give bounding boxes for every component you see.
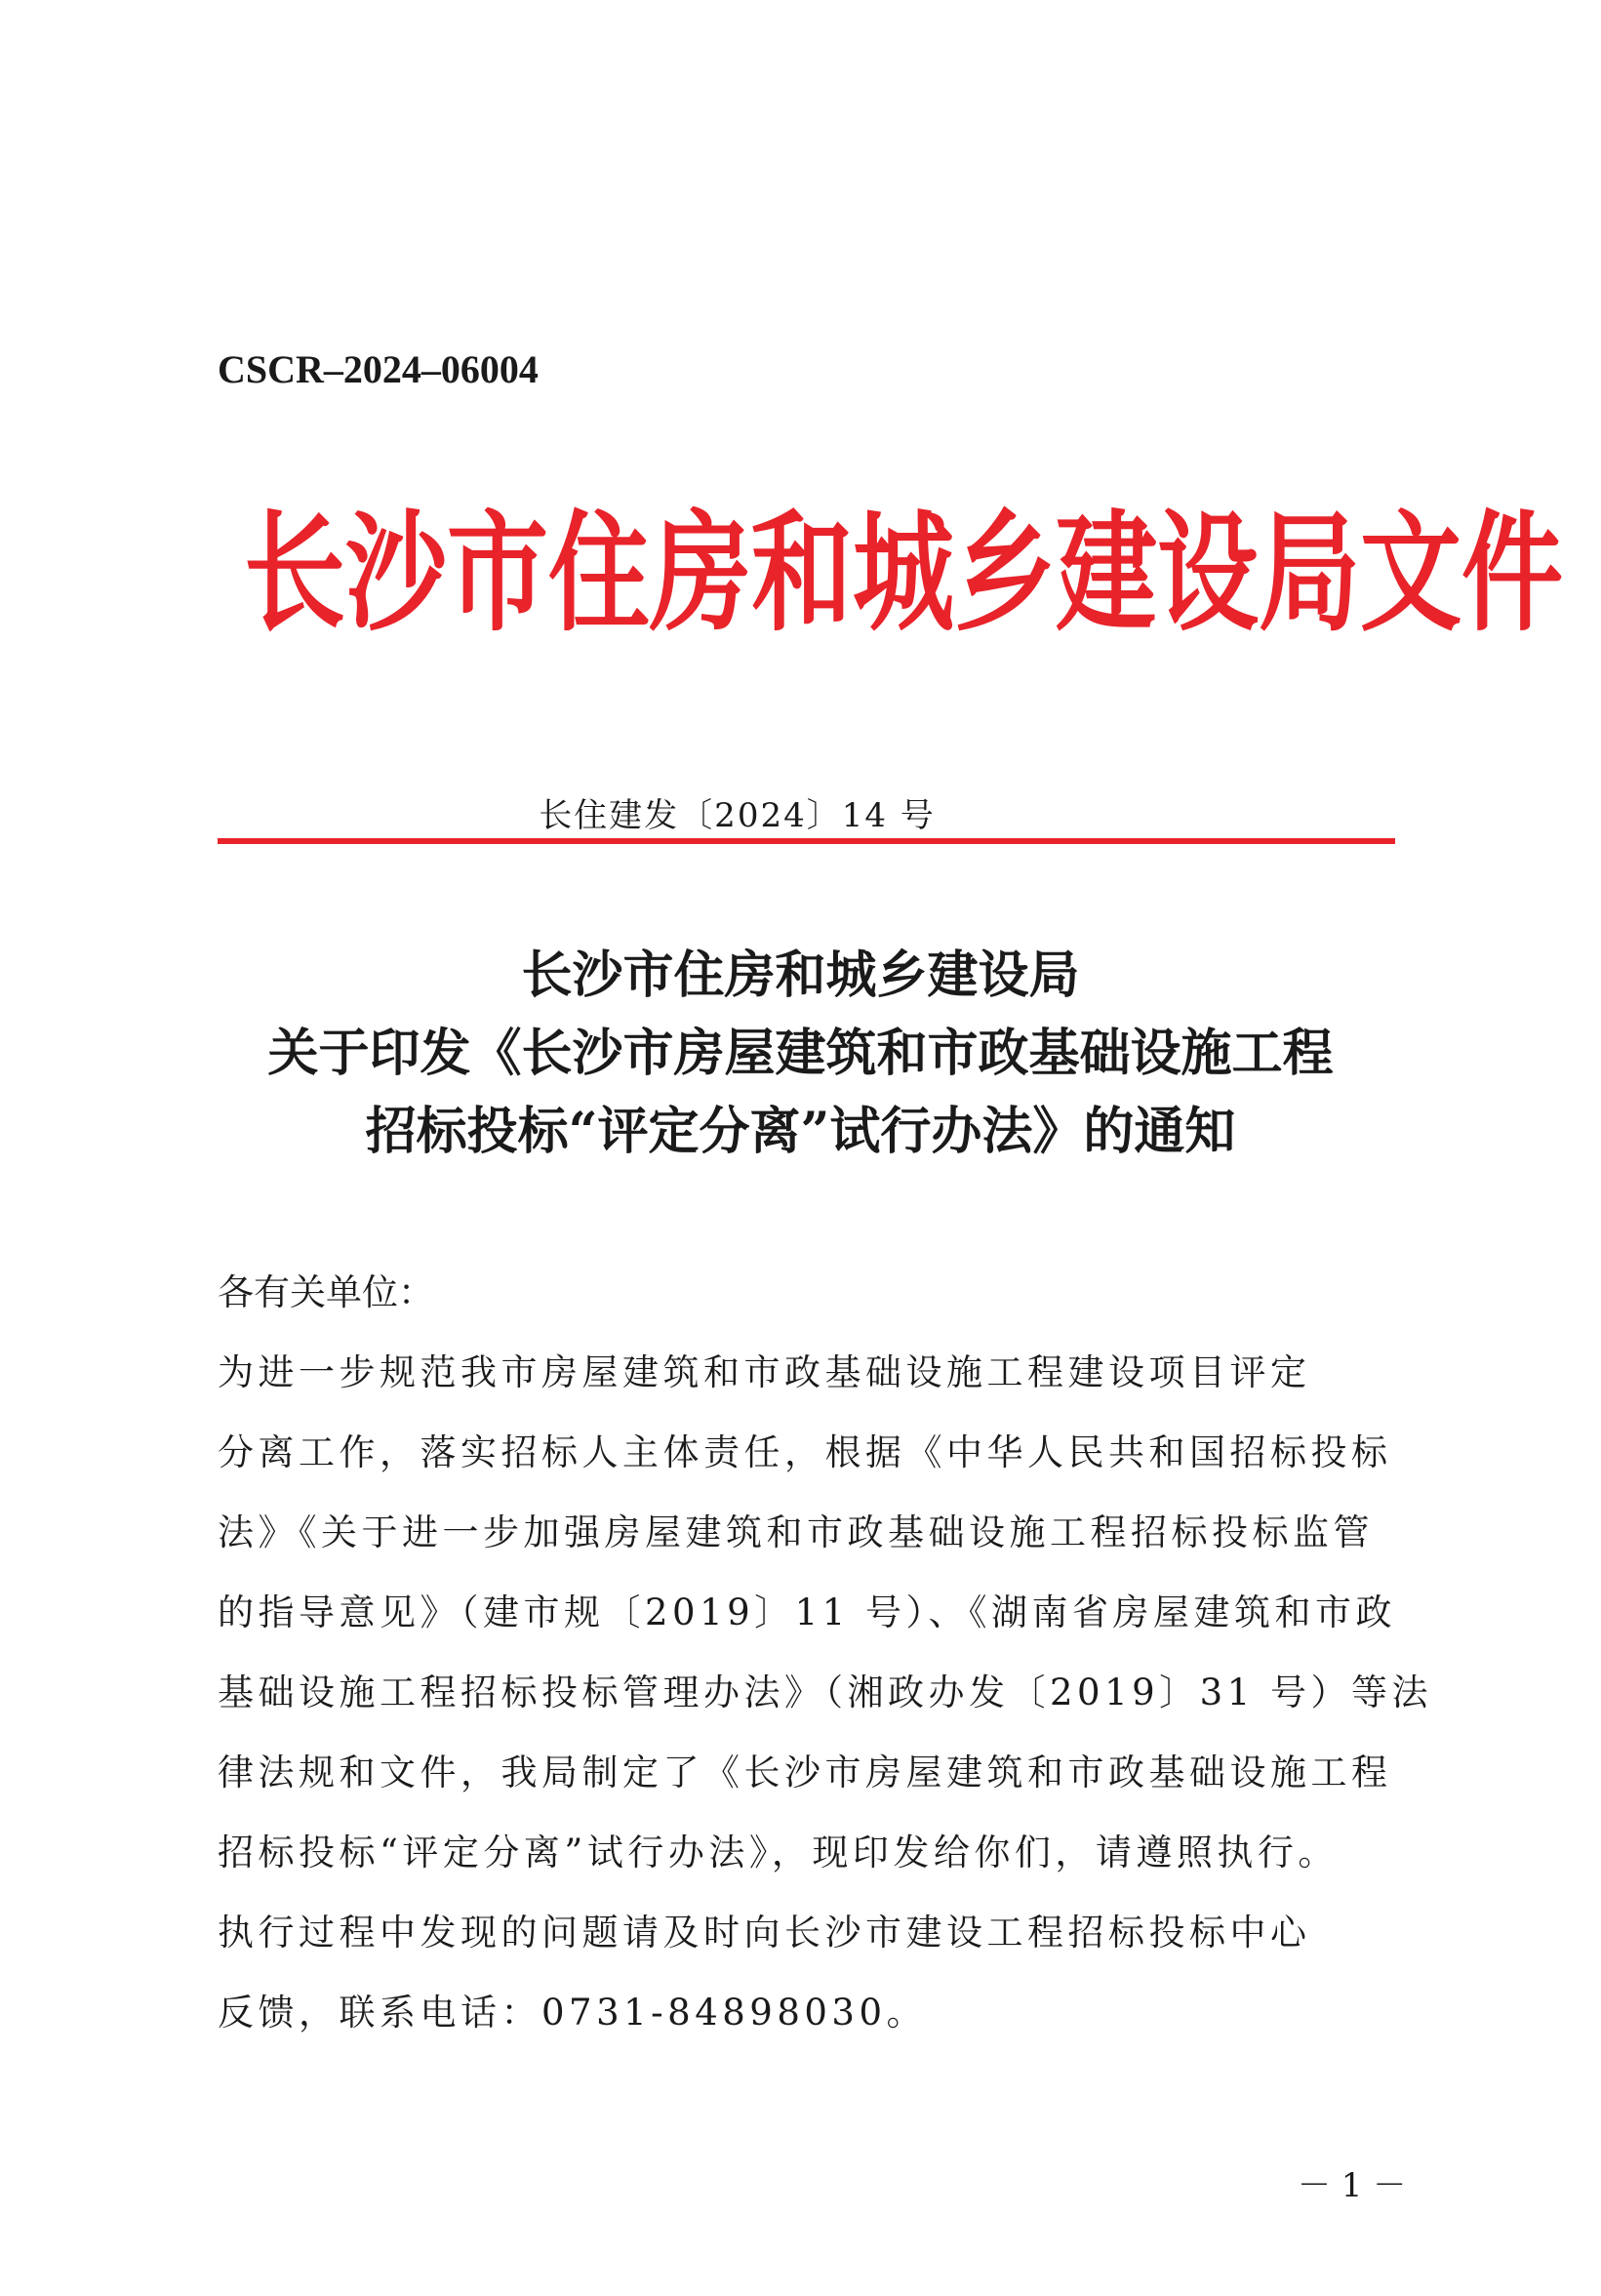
title-line: 长沙市住房和城乡建设局 [521, 946, 1080, 1005]
red-divider-line [218, 838, 1395, 844]
paragraph-line: 执行过程中发现的问题请及时向长沙市建设工程招标投标中心 [218, 1912, 1311, 1954]
paragraph-1 [218, 1333, 1433, 1893]
document-title [0, 937, 1601, 1171]
paragraph-line: 反馈，联系电话：0731-84898030。 [218, 1992, 927, 2034]
document-number-row [0, 788, 1601, 836]
paragraph-line: 基础设施工程招标投标管理办法》（湘政办发〔2019〕31 号）等法 [218, 1672, 1433, 1713]
page-number: － 1 － [1298, 2166, 1407, 2205]
title-line: 招标投标“评定分离”试行办法》的通知 [365, 1102, 1236, 1161]
paragraph-line: 为进一步规范我市房屋建筑和市政基础设施工程建设项目评定 [218, 1351, 1311, 1393]
document-code: CSCR–2024–06004 [218, 347, 539, 391]
document-number: 长住建发〔2024〕14 号 [539, 796, 936, 835]
salutation: 各有关单位： [218, 1271, 434, 1313]
paragraph-2 [218, 1893, 1395, 2053]
document-body [218, 1253, 1433, 2053]
title-line: 关于印发《长沙市房屋建筑和市政基础设施工程 [267, 1024, 1334, 1083]
paragraph-line: 律法规和文件，我局制定了《长沙市房屋建筑和市政基础设施工程 [218, 1752, 1392, 1793]
masthead-title: 长沙市住房和城乡建设局文件 [244, 496, 1564, 650]
paragraph-line: 招标投标“评定分离”试行办法》，现印发给你们，请遵照执行。 [218, 1832, 1339, 1873]
paragraph-line: 分离工作，落实招标人主体责任，根据《中华人民共和国招标投标 [218, 1431, 1392, 1473]
paragraph-line: 法》《关于进一步加强房屋建筑和市政基础设施工程招标投标监管 [218, 1511, 1374, 1553]
paragraph-line: 的指导意见》（建市规〔2019〕11 号）、《湖南省房屋建筑和市政 [218, 1591, 1397, 1633]
